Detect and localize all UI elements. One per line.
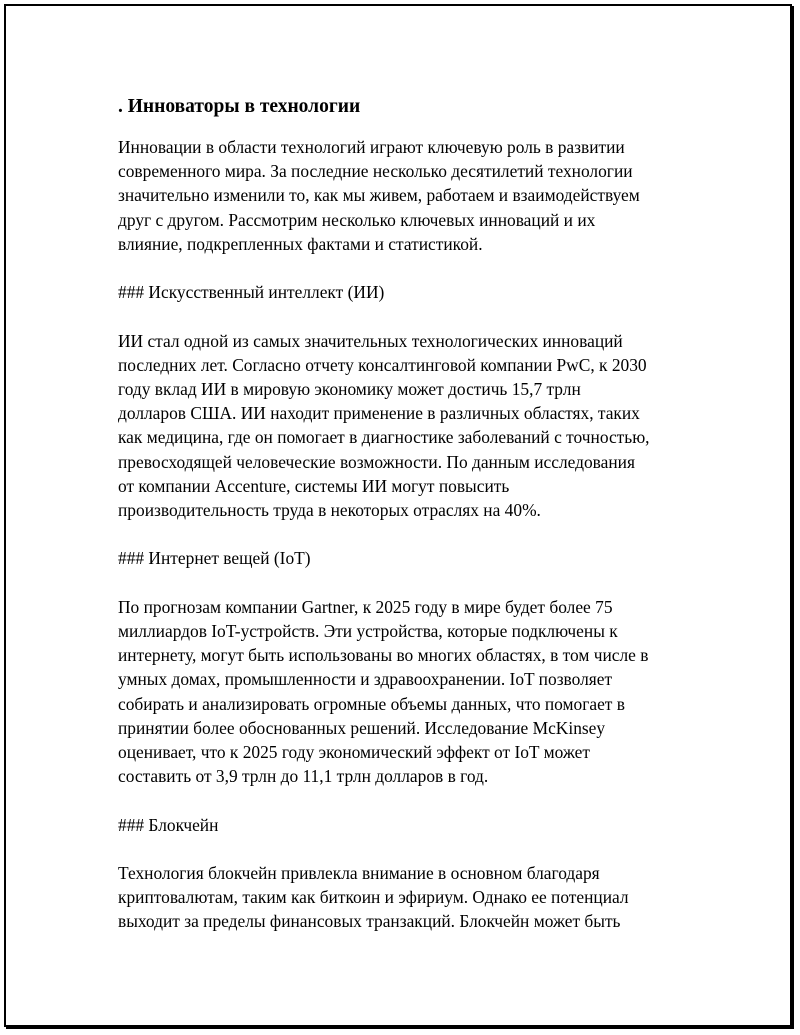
section-paragraph-blockchain xyxy=(118,861,688,934)
section-paragraph-ai xyxy=(118,329,688,523)
paragraph-line: составить от 3,9 трлн до 11,1 трлн долларов в год. xyxy=(118,766,489,787)
paragraph-line: Технология блокчейн привлекла внимание в основном благодаря xyxy=(118,863,600,883)
paragraph-line: современного мира. За последние несколько десятилетий технологии xyxy=(118,161,633,182)
paragraph-line: ИИ стал одной из самых значительных технологических инноваций xyxy=(118,330,623,351)
paragraph-line: оценивает, что к 2025 году экономический эффект от IoT может xyxy=(118,742,590,763)
paragraph-line: интернету, могут быть использованы во многих областях, в том числе в xyxy=(118,645,649,666)
paragraph-line: принятии более обоснованных решений. Исследование McKinsey xyxy=(118,717,606,738)
paragraph-line: последних лет. Согласно отчету консалтинговой компании PwC, к 2030 xyxy=(118,354,647,375)
paragraph-line: выходит за пределы финансовых транзакций. Блокчейн может быть xyxy=(118,911,621,932)
paragraph-line: превосходящей человеческие возможности. По данным исследования xyxy=(118,451,635,472)
document-title: . Инноваторы в технологии xyxy=(118,96,361,117)
paragraph-line: криптовалютам, таким как биткоин и эфириум. Однако ее потенциал xyxy=(118,887,629,908)
paragraph-line: влияние, подкрепленных фактами и статистикой. xyxy=(118,233,483,254)
paragraph-line: значительно изменили то, как мы живем, работаем и взаимодействуем xyxy=(118,185,640,206)
section-paragraph-iot xyxy=(118,595,688,789)
paragraph-line: миллиардов IoT-устройств. Эти устройства, которые подключены к xyxy=(118,621,618,641)
section-heading-ai: ### Искусственный интеллект (ИИ) xyxy=(118,282,385,303)
paragraph-line: друг с другом. Рассмотрим несколько ключевых инноваций и их xyxy=(118,209,596,230)
intro-paragraph xyxy=(118,135,688,256)
paragraph-line: Инновации в области технологий играют ключевую роль в развитии xyxy=(118,137,625,157)
paragraph-line: от компании Accenture, системы ИИ могут повысить xyxy=(118,475,510,496)
paragraph-line: производительность труда в некоторых отраслях на 40%. xyxy=(118,500,541,521)
paragraph-line: как медицина, где он помогает в диагностике заболеваний с точностью, xyxy=(118,427,650,448)
section-heading-iot: ### Интернет вещей (IoT) xyxy=(118,548,311,569)
paragraph-line: долларов США. ИИ находит применение в различных областях, таких xyxy=(118,403,640,424)
paragraph-line: году вклад ИИ в мировую экономику может достичь 15,7 трлн xyxy=(118,379,581,399)
paragraph-line: По прогнозам компании Gartner, к 2025 году в мире будет более 75 xyxy=(118,596,613,617)
section-heading-blockchain: ### Блокчейн xyxy=(118,814,219,835)
paragraph-line: собирать и анализировать огромные объемы данных, что помогает в xyxy=(118,693,625,714)
paragraph-line: умных домах, промышленности и здравоохранении. IoT позволяет xyxy=(118,669,613,690)
document-body xyxy=(118,95,688,958)
